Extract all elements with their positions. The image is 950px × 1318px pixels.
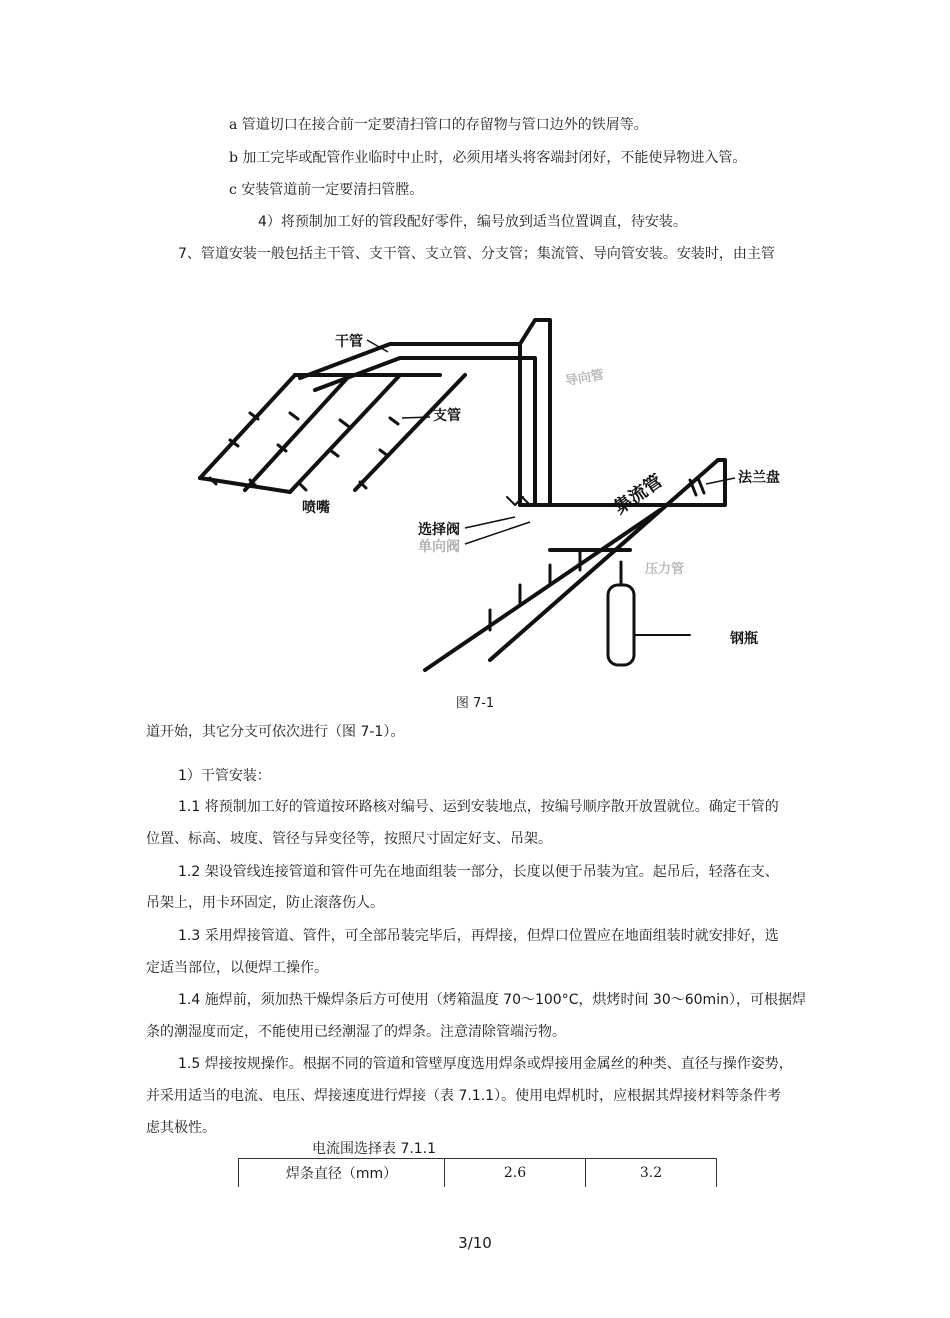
leader-selector-valve: [465, 517, 515, 528]
label-guide-pipe: 导向管: [564, 367, 606, 390]
text-line-b: b 加工完毕或配管作业临时中止时，必须用堵头将客端封闭好，不能使异物进入管。: [229, 150, 747, 166]
text-line-1-4b: 条的潮湿度而定，不能使用已经潮湿了的焊条。注意清除管端污物。: [146, 1024, 566, 1040]
text-line-1-4a: 1.4 施焊前，须加热干燥焊条后方可使用（烤箱温度 70～100°C，烘烤时间 30～60min），可根据焊: [178, 992, 806, 1008]
text-line-step7: 7、管道安装一般包括主干管、支干管、支立管、分支管；集流管、导向管安装。安装时，由主管: [178, 246, 775, 262]
text-line-1-3b: 定适当部位，以便焊工操作。: [146, 960, 328, 976]
label-nozzle: 喷嘴: [302, 500, 330, 516]
text-line-section1: 1）干管安装：: [178, 768, 271, 784]
branch-pipe-3: [245, 375, 350, 490]
text-line-step4: 4）将预制加工好的管段配好零件，编号放到适当位置调直，待安装。: [258, 214, 687, 230]
label-check-valve: 单向阀: [418, 539, 460, 555]
header-diagonal-2: [425, 510, 660, 670]
main-pipe: [300, 344, 520, 505]
text-line-1-5b: 并采用适当的电流、电压、焊接速度进行焊接（表 7.1.1）。使用电焊机时，应根据其焊接材料等条件考: [146, 1088, 782, 1104]
label-selector-valve: 选择阀: [418, 522, 460, 538]
table-header-cell: 3.2: [586, 1159, 717, 1188]
leader-flange: [706, 478, 735, 484]
label-flange: 法兰盘: [738, 470, 780, 486]
text-line-c: c 安装管道前一定要清扫管膛。: [229, 182, 424, 198]
page-number: 3/10: [458, 1234, 492, 1252]
text-line-a: a 管道切口在接合前一定要清扫管口的存留物与管口边外的铁屑等。: [229, 117, 648, 133]
label-header-pipe: 集流管: [610, 470, 667, 519]
text-line-1-1b: 位置、标高、坡度、管径与异变径等，按照尺寸固定好支、吊架。: [146, 831, 552, 847]
leader-branch-pipe: [402, 417, 430, 418]
branch-pipe-5: [355, 375, 465, 490]
text-line-1-3a: 1.3 采用焊接管道、管件，可全部吊装完毕后，再焊接，但焊口位置应在地面组装时就安排好，选: [178, 928, 779, 944]
table-header-cell: 焊条直径（mm）: [239, 1159, 445, 1188]
text-line-1-2a: 1.2 架设管线连接管道和管件可先在地面组装一部分，长度以便于吊装为宜。起吊后，轻落在支、: [178, 864, 779, 880]
text-line-continuation: 道开始，其它分支可依次进行（图 7-1）。: [146, 724, 405, 740]
label-cylinder: 钢瓶: [730, 631, 758, 647]
label-pressure-pipe: 压力管: [645, 562, 685, 577]
cylinder: [608, 585, 634, 665]
branch-pipe-2: [200, 375, 295, 478]
text-line-1-1a: 1.1 将预制加工好的管道按环路核对编号、运到安装地点，按编号顺序散开放置就位。确定干管的: [178, 799, 779, 815]
text-line-1-2b: 吊架上，用卡环固定，防止滚落伤人。: [146, 895, 384, 911]
table-header-cell: 2.6: [445, 1159, 586, 1188]
text-line-1-5a: 1.5 焊接按规操作。根据不同的管道和管壁厚度选用焊条或焊接用金属丝的种类、直径与操作姿势，: [178, 1056, 793, 1072]
current-selection-table: [238, 1158, 717, 1187]
text-line-1-5c: 虑其极性。: [146, 1120, 216, 1136]
figure-caption: 图 7-1: [455, 696, 495, 711]
pipe-installation-diagram: [190, 300, 810, 680]
label-branch-pipe: 支管: [433, 408, 461, 424]
label-main-pipe: 干管: [335, 334, 363, 350]
branch-pipe-4: [290, 375, 400, 492]
table-row: [239, 1159, 717, 1188]
table-caption: 电流围选择表 7.1.1: [312, 1141, 437, 1157]
